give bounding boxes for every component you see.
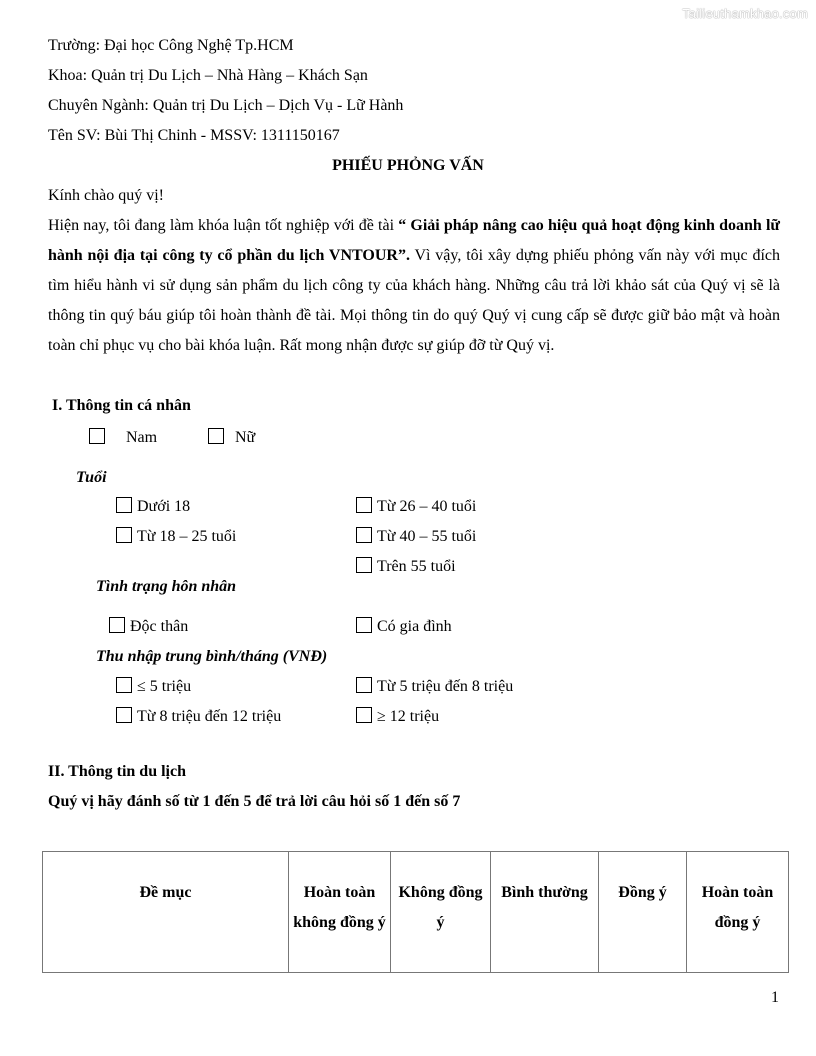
income-option-5-8[interactable]: [356, 677, 513, 697]
intro-text-after: Vì vậy, tôi xây dựng phiếu phỏng vấn này với mục đích tìm hiểu hành vi sử dụng sản phẩm du lịch công ty của khách hàng. Những câu trả lời khảo sát của Quý vị sẽ là thông tin quý báu giúp tôi hoàn thành đề tài. Mọi thông tin do quý Quý vị cung cấp sẽ được giữ bảo mật và hoàn toàn chỉ phục vụ cho bài khóa luận. Rất mong nhận được sự giúp đỡ từ Quý vị.: [48, 247, 781, 354]
col-header-disagree: Không đồng ý: [391, 852, 491, 973]
option-label: ≥ 12 triệu: [377, 708, 440, 725]
page-number: 1: [771, 989, 779, 1006]
faculty-line: Khoa: Quản trị Du Lịch – Nhà Hàng – Khách Sạn: [48, 67, 368, 84]
col-header-item: Đề mục: [43, 852, 289, 973]
marital-option-married[interactable]: [356, 617, 452, 637]
income-option-under-5[interactable]: [116, 677, 191, 697]
checkbox[interactable]: [208, 428, 224, 444]
page-title: PHIẾU PHỎNG VẤN: [332, 157, 484, 174]
watermark-text: Tailieuthamkhao.com: [682, 6, 808, 21]
checkbox[interactable]: [116, 497, 132, 513]
col-header-agree: Đồng ý: [599, 852, 687, 973]
checkbox[interactable]: [89, 428, 105, 444]
section-personal-heading: I. Thông tin cá nhân: [52, 397, 191, 414]
school-line: Trường: Đại học Công Nghệ Tp.HCM: [48, 37, 294, 54]
option-label: Dưới 18: [137, 498, 191, 515]
checkbox[interactable]: [356, 497, 372, 513]
checkbox[interactable]: [116, 527, 132, 543]
checkbox[interactable]: [356, 527, 372, 543]
col-header-neutral: Bình thường: [491, 852, 599, 973]
marital-status-label: Tình trạng hôn nhân: [96, 578, 237, 595]
option-label: Từ 8 triệu đến 12 triệu: [137, 708, 282, 725]
gender-option-female[interactable]: [208, 428, 255, 448]
option-label: Nam: [126, 429, 158, 446]
section-travel-heading: II. Thông tin du lịch: [48, 763, 186, 780]
greeting: Kính chào quý vị!: [48, 187, 164, 204]
table-header-row: [43, 852, 789, 973]
major-line: Chuyên Ngành: Quản trị Du Lịch – Dịch Vụ - Lữ Hành: [48, 97, 404, 114]
option-label: Có gia đình: [377, 618, 452, 635]
checkbox[interactable]: [116, 677, 132, 693]
rating-instruction: Quý vị hãy đánh số từ 1 đến 5 để trả lời câu hỏi số 1 đến số 7: [48, 793, 461, 810]
rating-table: [42, 851, 789, 973]
gender-option-male[interactable]: [89, 428, 157, 448]
checkbox[interactable]: [109, 617, 125, 633]
option-label: ≤ 5 triệu: [137, 678, 192, 695]
option-label: Từ 40 – 55 tuổi: [377, 528, 477, 545]
intro-paragraph: [48, 211, 780, 361]
age-option-under-18[interactable]: [116, 497, 190, 517]
income-label: Thu nhập trung bình/tháng (VNĐ): [96, 648, 328, 665]
income-option-over-12[interactable]: [356, 707, 439, 727]
age-label: Tuổi: [76, 469, 107, 486]
option-label: Từ 5 triệu đến 8 triệu: [377, 678, 514, 695]
age-option-over-55[interactable]: [356, 557, 456, 577]
checkbox[interactable]: [356, 677, 372, 693]
age-option-26-40[interactable]: [356, 497, 476, 517]
checkbox[interactable]: [356, 707, 372, 723]
option-label: Từ 18 – 25 tuổi: [137, 528, 237, 545]
thesis-topic: “ Giải pháp nâng cao hiệu quả hoạt động kinh doanh lữ hành nội địa tại công ty cổ phần du lịch VNTOUR”.: [48, 217, 781, 264]
student-line: Tên SV: Bùi Thị Chinh - MSSV: 1311150167: [48, 127, 340, 144]
income-option-8-12[interactable]: [116, 707, 281, 727]
option-label: Từ 26 – 40 tuổi: [377, 498, 477, 515]
col-header-strongly-disagree: Hoàn toàn không đồng ý: [289, 852, 391, 973]
option-label: Trên 55 tuổi: [377, 558, 456, 575]
checkbox[interactable]: [356, 557, 372, 573]
col-header-strongly-agree: Hoàn toàn đồng ý: [687, 852, 789, 973]
age-option-18-25[interactable]: [116, 527, 236, 547]
marital-option-single[interactable]: [109, 617, 188, 637]
option-label: Độc thân: [130, 618, 189, 635]
option-label: Nữ: [235, 429, 256, 446]
checkbox[interactable]: [116, 707, 132, 723]
age-option-40-55[interactable]: [356, 527, 476, 547]
intro-text-before: Hiện nay, tôi đang làm khóa luận tốt nghiệp với đề tài: [48, 217, 399, 234]
checkbox[interactable]: [356, 617, 372, 633]
